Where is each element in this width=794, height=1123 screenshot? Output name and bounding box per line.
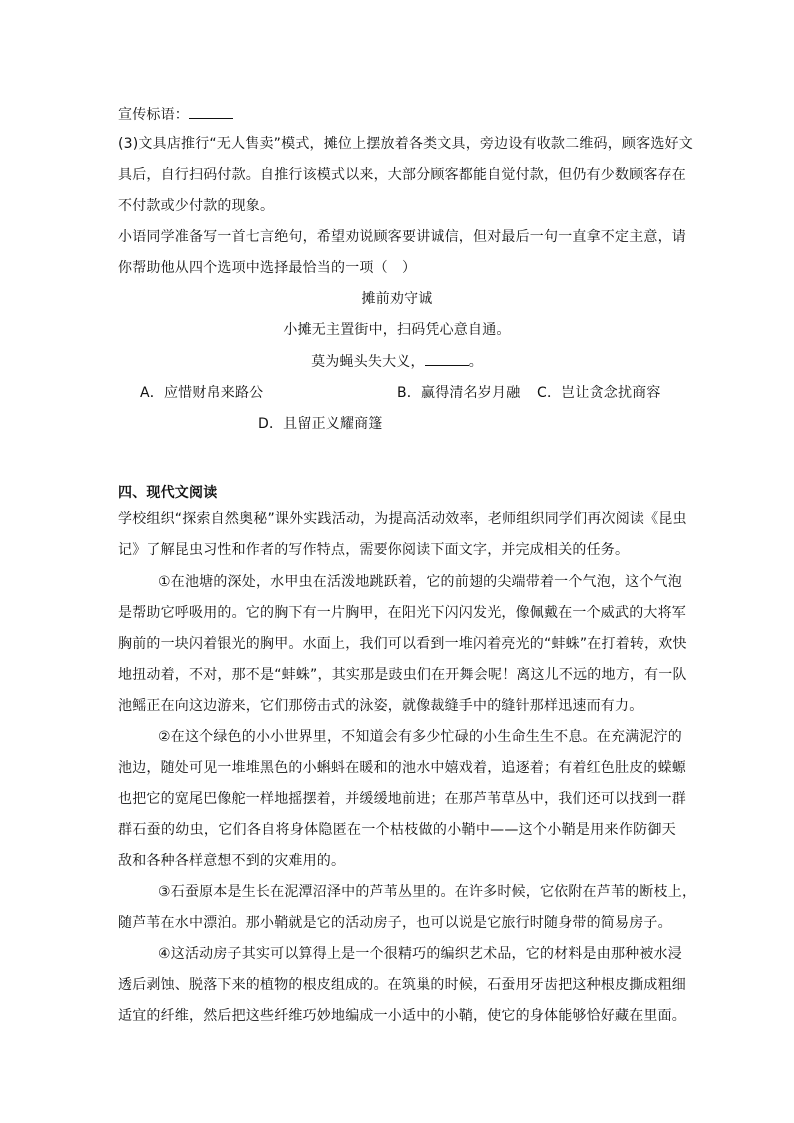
paragraph-4-line-2: 透后剥蚀、脱落下来的植物的根皮组成的。在筑巢的时候，石蚕用牙齿把这种根皮撕成粗细 <box>118 977 686 993</box>
paragraph-3-line-2: 随芦苇在水中漂泊。那小鞘就是它的活动房子，也可以说是它旅行时随身带的简易房子。 <box>118 915 672 931</box>
section-heading: 四、现代文阅读 <box>118 485 218 501</box>
paragraph-2-line-3: 也把它的宽尾巴像舵一样地摇摆着，并缓缓地前进；在那芦苇草丛中，我们还可以找到一群 <box>118 791 686 807</box>
paragraph-1-line-4: 地扭动着，不对，那不是“蚌蛛”，其实那是豉虫们在开舞会呢！离这儿不远的地方，有一队 <box>118 667 687 683</box>
option-c: C．岂让贪念扰商容 <box>537 385 661 401</box>
option-b: B．赢得清名岁月融 <box>397 385 521 401</box>
poem-line-1: 小摊无主置街中，扫码凭心意自通。 <box>283 322 511 338</box>
paragraph-2-line-1: ②在这个绿色的小小世界里，不知道会有多少忙碌的小生命生生不息。在充满泥泞的 <box>158 729 682 745</box>
paragraph-4-line-3: 适宜的纤维，然后把这些纤维巧妙地编成一小适中的小鞘，使它的身体能够恰好藏在里面。 <box>118 1008 686 1024</box>
paragraph-2-line-5: 敌和各种各样意想不到的灾难用的。 <box>118 853 346 869</box>
paragraph-4-line-1: ④这活动房子其实可以算得上是一个很精巧的编织艺术品，它的材料是由那种被水浸 <box>158 946 682 962</box>
poem-line-2-prefix: 莫为蝇头失大义， <box>311 354 425 370</box>
poem-line-2-suffix: 。 <box>468 354 483 370</box>
prompt-line-1: 小语同学准备写一首七言绝句，希望劝说顾客要讲诚信，但对最后一句一直拿不定主意，请 <box>118 229 686 245</box>
paragraph-1-line-1: ①在池塘的深处，水甲虫在活泼地跳跃着，它的前翅的尖端带着一个气泡，这个气泡 <box>158 574 682 590</box>
paragraph-2-line-4: 群石蚕的幼虫，它们各自将身体隐匿在一个枯枝做的小鞘中——这个小鞘是用来作防御天 <box>118 822 676 838</box>
prompt-line-2: 你帮助他从四个选项中选择最恰当的一项（ ） <box>118 260 417 276</box>
answer-blank <box>189 104 233 119</box>
intro-line-1: 学校组织“探索自然奥秘”课外实践活动，为提高活动效率，老师组织同学们再次阅读《昆虫 <box>118 511 687 527</box>
poem-blank <box>425 351 469 366</box>
poem-line-2 <box>0 351 794 372</box>
poem-title: 摊前劝守诚 <box>361 291 433 307</box>
paragraph-1-line-2: 是帮助它呼吸用的。它的胸下有一片胸甲，在阳光下闪闪发光，像佩戴在一个威武的大将军 <box>118 605 686 621</box>
option-d: D．且留正义耀商篷 <box>258 416 383 432</box>
question-3-line-1: (3)文具店推行“无人售卖”模式，摊位上摆放着各类文具，旁边设有收款二维码，顾客选好文 <box>118 136 693 152</box>
option-a: A．应惜财帛来路公 <box>140 385 264 401</box>
slogan-label: 宣传标语： <box>118 107 189 123</box>
paragraph-3-line-1: ③石蚕原本是生长在泥潭沼泽中的芦苇丛里的。在许多时候，它依附在芦苇的断枝上， <box>158 884 697 900</box>
question-3-line-2: 具后，自行扫码付款。自推行该模式以来，大部分顾客都能自觉付款，但仍有少数顾客存在 <box>118 167 686 183</box>
paragraph-1-line-3: 胸前的一块闪着银光的胸甲。水面上，我们可以看到一堆闪着亮光的“蚌蛛”在打着转，欢快 <box>118 636 687 652</box>
intro-line-2: 记》了解昆虫习性和作者的写作特点，需要你阅读下面文字，并完成相关的任务。 <box>118 542 630 558</box>
paragraph-2-line-2: 池边，随处可见一堆堆黑色的小蝌蚪在暖和的池水中嬉戏着，追逐着；有着红色肚皮的蝾螈 <box>118 760 686 776</box>
question-3-line-3: 不付款或少付款的现象。 <box>118 198 275 214</box>
paragraph-1-line-5: 池鳐正在向这边游来，它们那傍击式的泳姿，就像裁缝手中的缝针那样迅速而有力。 <box>118 698 644 714</box>
slogan-line <box>118 104 233 125</box>
